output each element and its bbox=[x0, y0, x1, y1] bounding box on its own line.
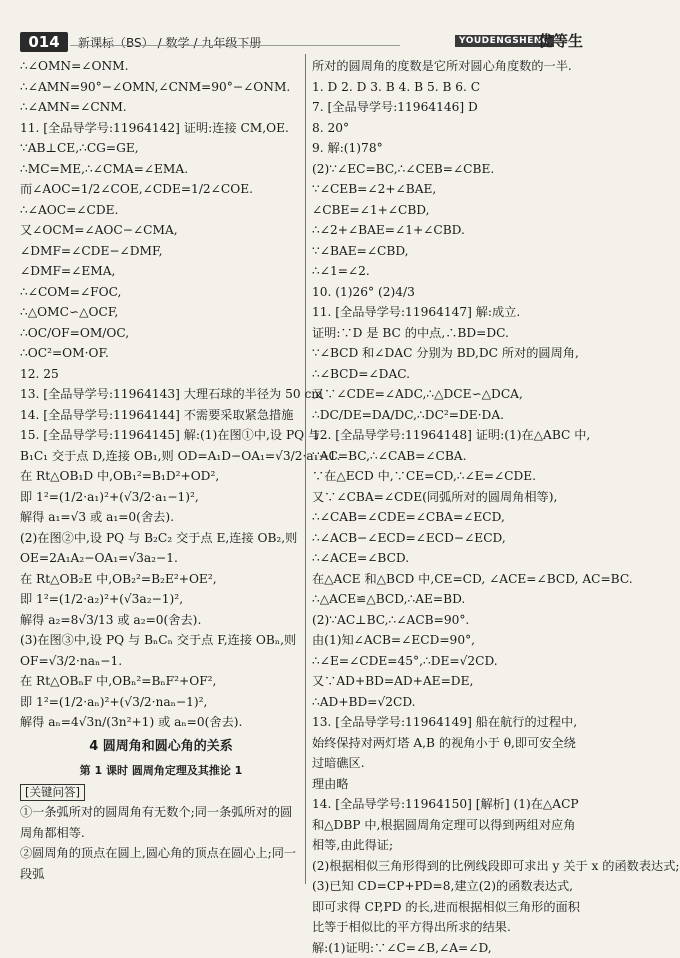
left-answer-line: ∴∠AMN=90°−∠OMN,∠CNM=90°−∠ONM. bbox=[20, 77, 302, 98]
breadcrumb-subject: 数学 bbox=[166, 36, 190, 50]
left-answer-line: ∴△OMC∽△OCF, bbox=[20, 302, 302, 323]
right-answer-line: 证明:∵D 是 BC 的中点,∴BD=DC. bbox=[312, 323, 584, 344]
left-answer-line: B₁C₁ 交于点 D,连接 OB₁,则 OD=A₁D−OA₁=√3/2·a₁−1. bbox=[20, 446, 302, 467]
right-answer-line: ∴∠ACB−∠ECD=∠ECD−∠ECD, bbox=[312, 528, 584, 549]
right-answer-line: ∵∠BAE=∠CBD, bbox=[312, 241, 584, 262]
left-answer-line: 14. [全品导学号:11964144] 不需要采取紧急措施 bbox=[20, 405, 302, 426]
lesson-title: 第 1 课时 圆周角定理及其推论 1 bbox=[20, 761, 302, 782]
breadcrumb: 新课标（BS） / 数学 / 九年级下册 bbox=[78, 34, 265, 51]
left-answer-line: ∴∠AOC=∠CDE. bbox=[20, 200, 302, 221]
right-answer-line: ∴△ACE≌△BCD,∴AE=BD. bbox=[312, 589, 584, 610]
left-answer-line: 在 Rt△OBₙF 中,OBₙ²=BₙF²+OF², bbox=[20, 671, 302, 692]
left-answer-line: ∴∠OMN=∠ONM. bbox=[20, 56, 302, 77]
right-answer-line: 8. 20° bbox=[312, 118, 584, 139]
left-answer-line: 11. [全品导学号:11964142] 证明:连接 CM,OE. bbox=[20, 118, 302, 139]
right-answer-line: (2)∵∠EC=BC,∴∠CEB=∠CBE. bbox=[312, 159, 584, 180]
left-answer-line: 15. [全品导学号:11964145] 解:(1)在图①中,设 PQ 与 bbox=[20, 425, 302, 446]
right-answer-line: ∴∠1=∠2. bbox=[312, 261, 584, 282]
left-answer-line: 而∠AOC=1/2∠COE,∠CDE=1/2∠COE. bbox=[20, 179, 302, 200]
brand-logo: 优等生 bbox=[538, 30, 583, 51]
right-answer-line: 又∵∠CBA=∠CDE(同弧所对的圆周角相等), bbox=[312, 487, 584, 508]
page-number: 014 bbox=[20, 32, 68, 52]
right-column bbox=[312, 56, 584, 958]
left-answer-line: OE=2A₁A₂−OA₁=√3a₂−1. bbox=[20, 548, 302, 569]
right-answer-line: 7. [全品导学号:11964146] D bbox=[312, 97, 584, 118]
right-answer-line: ∵∠BCD 和∠DAC 分别为 BD,DC 所对的圆周角, bbox=[312, 343, 584, 364]
left-answer-line: 解得 aₙ=4√3n/(3n²+1) 或 aₙ=0(舍去). bbox=[20, 712, 302, 733]
left-answer-line: 解得 a₁=√3 或 a₁=0(舍去). bbox=[20, 507, 302, 528]
breadcrumb-edition: 新课标（BS） bbox=[78, 36, 154, 50]
right-answer-line: 在△ACE 和△BCD 中,CE=CD, ∠ACE=∠BCD, AC=BC. bbox=[312, 569, 584, 590]
left-answer-lines bbox=[20, 56, 302, 733]
left-answer-line: 即 1²=(1/2·aₙ)²+(√3/2·naₙ−1)², bbox=[20, 692, 302, 713]
right-answer-line: 由(1)知∠ACB=∠ECD=90°, bbox=[312, 630, 584, 651]
brand-english: YOUDENGSHENG bbox=[455, 35, 554, 47]
left-answer-line: (2)在图②中,设 PQ 与 B₂C₂ 交于点 E,连接 OB₂,则 bbox=[20, 528, 302, 549]
left-answer-line: ∴MC=ME,∴∠CMA=∠EMA. bbox=[20, 159, 302, 180]
right-answer-line: 理由略 bbox=[312, 774, 584, 795]
page-header bbox=[0, 0, 600, 54]
left-answer-line: 13. [全品导学号:11964143] 大理石球的半径为 50 cm bbox=[20, 384, 302, 405]
left-answer-line: 即 1²=(1/2·a₂)²+(√3a₂−1)², bbox=[20, 589, 302, 610]
header-rule bbox=[70, 45, 400, 46]
left-answer-line: (3)在图③中,设 PQ 与 BₙCₙ 交于点 F,连接 OBₙ,则 bbox=[20, 630, 302, 651]
left-answer-line: ∠DMF=∠EMA, bbox=[20, 261, 302, 282]
right-answer-line: 14. [全品导学号:11964150] [解析] (1)在△ACP 和△DBP 中,根据圆周角定理可以得到两组对应角相等,由此得证; bbox=[312, 794, 584, 856]
key-answer-1: ①一条弧所对的圆周角有无数个;同一条弧所对的圆周角都相等. bbox=[20, 802, 302, 843]
left-answer-line: ∵AB⊥CE,∴CG=GE, bbox=[20, 138, 302, 159]
section-title: 4 圆周角和圆心角的关系 bbox=[20, 737, 302, 758]
right-answer-line: ∵∠CEB=∠2+∠BAE, bbox=[312, 179, 584, 200]
right-answer-line: (3)已知 CD=CP+PD=8,建立(2)的函数表达式,即可求得 CP,PD 的长,进而根据相似三角形的面积比等于相似比的平方得出所求的结果. bbox=[312, 876, 584, 938]
right-answer-line: ∵在△ECD 中,∵CE=CD,∴∠E=∠CDE. bbox=[312, 466, 584, 487]
right-answer-line: ∵AC=BC,∴∠CAB=∠CBA. bbox=[312, 446, 584, 467]
key-questions-label: [关键问答] bbox=[20, 784, 85, 801]
breadcrumb-grade: 九年级下册 bbox=[201, 36, 261, 50]
right-answer-line: ∴DC/DE=DA/DC,∴DC²=DE·DA. bbox=[312, 405, 584, 426]
column-divider bbox=[305, 54, 306, 884]
left-answer-line: 在 Rt△OB₁D 中,OB₁²=B₁D²+OD², bbox=[20, 466, 302, 487]
right-answer-line: 解:(1)证明:∵∠C=∠B,∠A=∠D, bbox=[312, 938, 584, 958]
left-answer-line: ∠DMF=∠CDE−∠DMF, bbox=[20, 241, 302, 262]
right-answer-lines bbox=[312, 56, 584, 958]
right-answer-line: ∴∠BCD=∠DAC. bbox=[312, 364, 584, 385]
left-answer-line: 解得 a₂=8√3/13 或 a₂=0(舍去). bbox=[20, 610, 302, 631]
right-answer-line: ∠CBE=∠1+∠CBD, bbox=[312, 200, 584, 221]
left-answer-line: 即 1²=(1/2·a₁)²+(√3/2·a₁−1)², bbox=[20, 487, 302, 508]
right-answer-line: ∴∠ACE=∠BCD. bbox=[312, 548, 584, 569]
right-answer-line: 所对的圆周角的度数是它所对圆心角度数的一半. bbox=[312, 56, 584, 77]
right-answer-line: (2)根据相似三角形得到的比例线段即可求出 y 关于 x 的函数表达式; bbox=[312, 856, 584, 877]
right-answer-line: ∴∠CAB=∠CDE=∠CBA=∠ECD, bbox=[312, 507, 584, 528]
right-answer-line: 又∵∠CDE=∠ADC,∴△DCE∽△DCA, bbox=[312, 384, 584, 405]
right-answer-line: 9. 解:(1)78° bbox=[312, 138, 584, 159]
left-answer-line: 12. 25 bbox=[20, 364, 302, 385]
right-answer-line: ∴∠2+∠BAE=∠1+∠CBD. bbox=[312, 220, 584, 241]
left-answer-line: ∴∠COM=∠FOC, bbox=[20, 282, 302, 303]
right-answer-line: 又∵AD+BD=AD+AE=DE, bbox=[312, 671, 584, 692]
left-answer-line: 又∠OCM=∠AOC−∠CMA, bbox=[20, 220, 302, 241]
right-answer-line: ∴AD+BD=√2CD. bbox=[312, 692, 584, 713]
right-answer-line: ∴∠E=∠CDE=45°,∴DE=√2CD. bbox=[312, 651, 584, 672]
left-answer-line: ∴OC/OF=OM/OC, bbox=[20, 323, 302, 344]
right-answer-line: 10. (1)26° (2)4/3 bbox=[312, 282, 584, 303]
key-answer-2: ②圆周角的顶点在圆上,圆心角的顶点在圆心上;同一段弧 bbox=[20, 843, 302, 884]
left-answer-line: ∴OC²=OM·OF. bbox=[20, 343, 302, 364]
right-answer-line: 13. [全品导学号:11964149] 船在航行的过程中,始终保持对两灯塔 A,B 的视角小于 θ,即可安全绕过暗礁区. bbox=[312, 712, 584, 774]
right-answer-line: (2)∵AC⊥BC,∴∠ACB=90°. bbox=[312, 610, 584, 631]
right-answer-line: 11. [全品导学号:11964147] 解:成立. bbox=[312, 302, 584, 323]
left-answer-line: 在 Rt△OB₂E 中,OB₂²=B₂E²+OE², bbox=[20, 569, 302, 590]
right-answer-line: 12. [全品导学号:11964148] 证明:(1)在△ABC 中, bbox=[312, 425, 584, 446]
left-answer-line: OF=√3/2·naₙ−1. bbox=[20, 651, 302, 672]
right-answer-line: 1. D 2. D 3. B 4. B 5. B 6. C bbox=[312, 77, 584, 98]
left-column bbox=[20, 56, 302, 884]
left-answer-line: ∴∠AMN=∠CNM. bbox=[20, 97, 302, 118]
